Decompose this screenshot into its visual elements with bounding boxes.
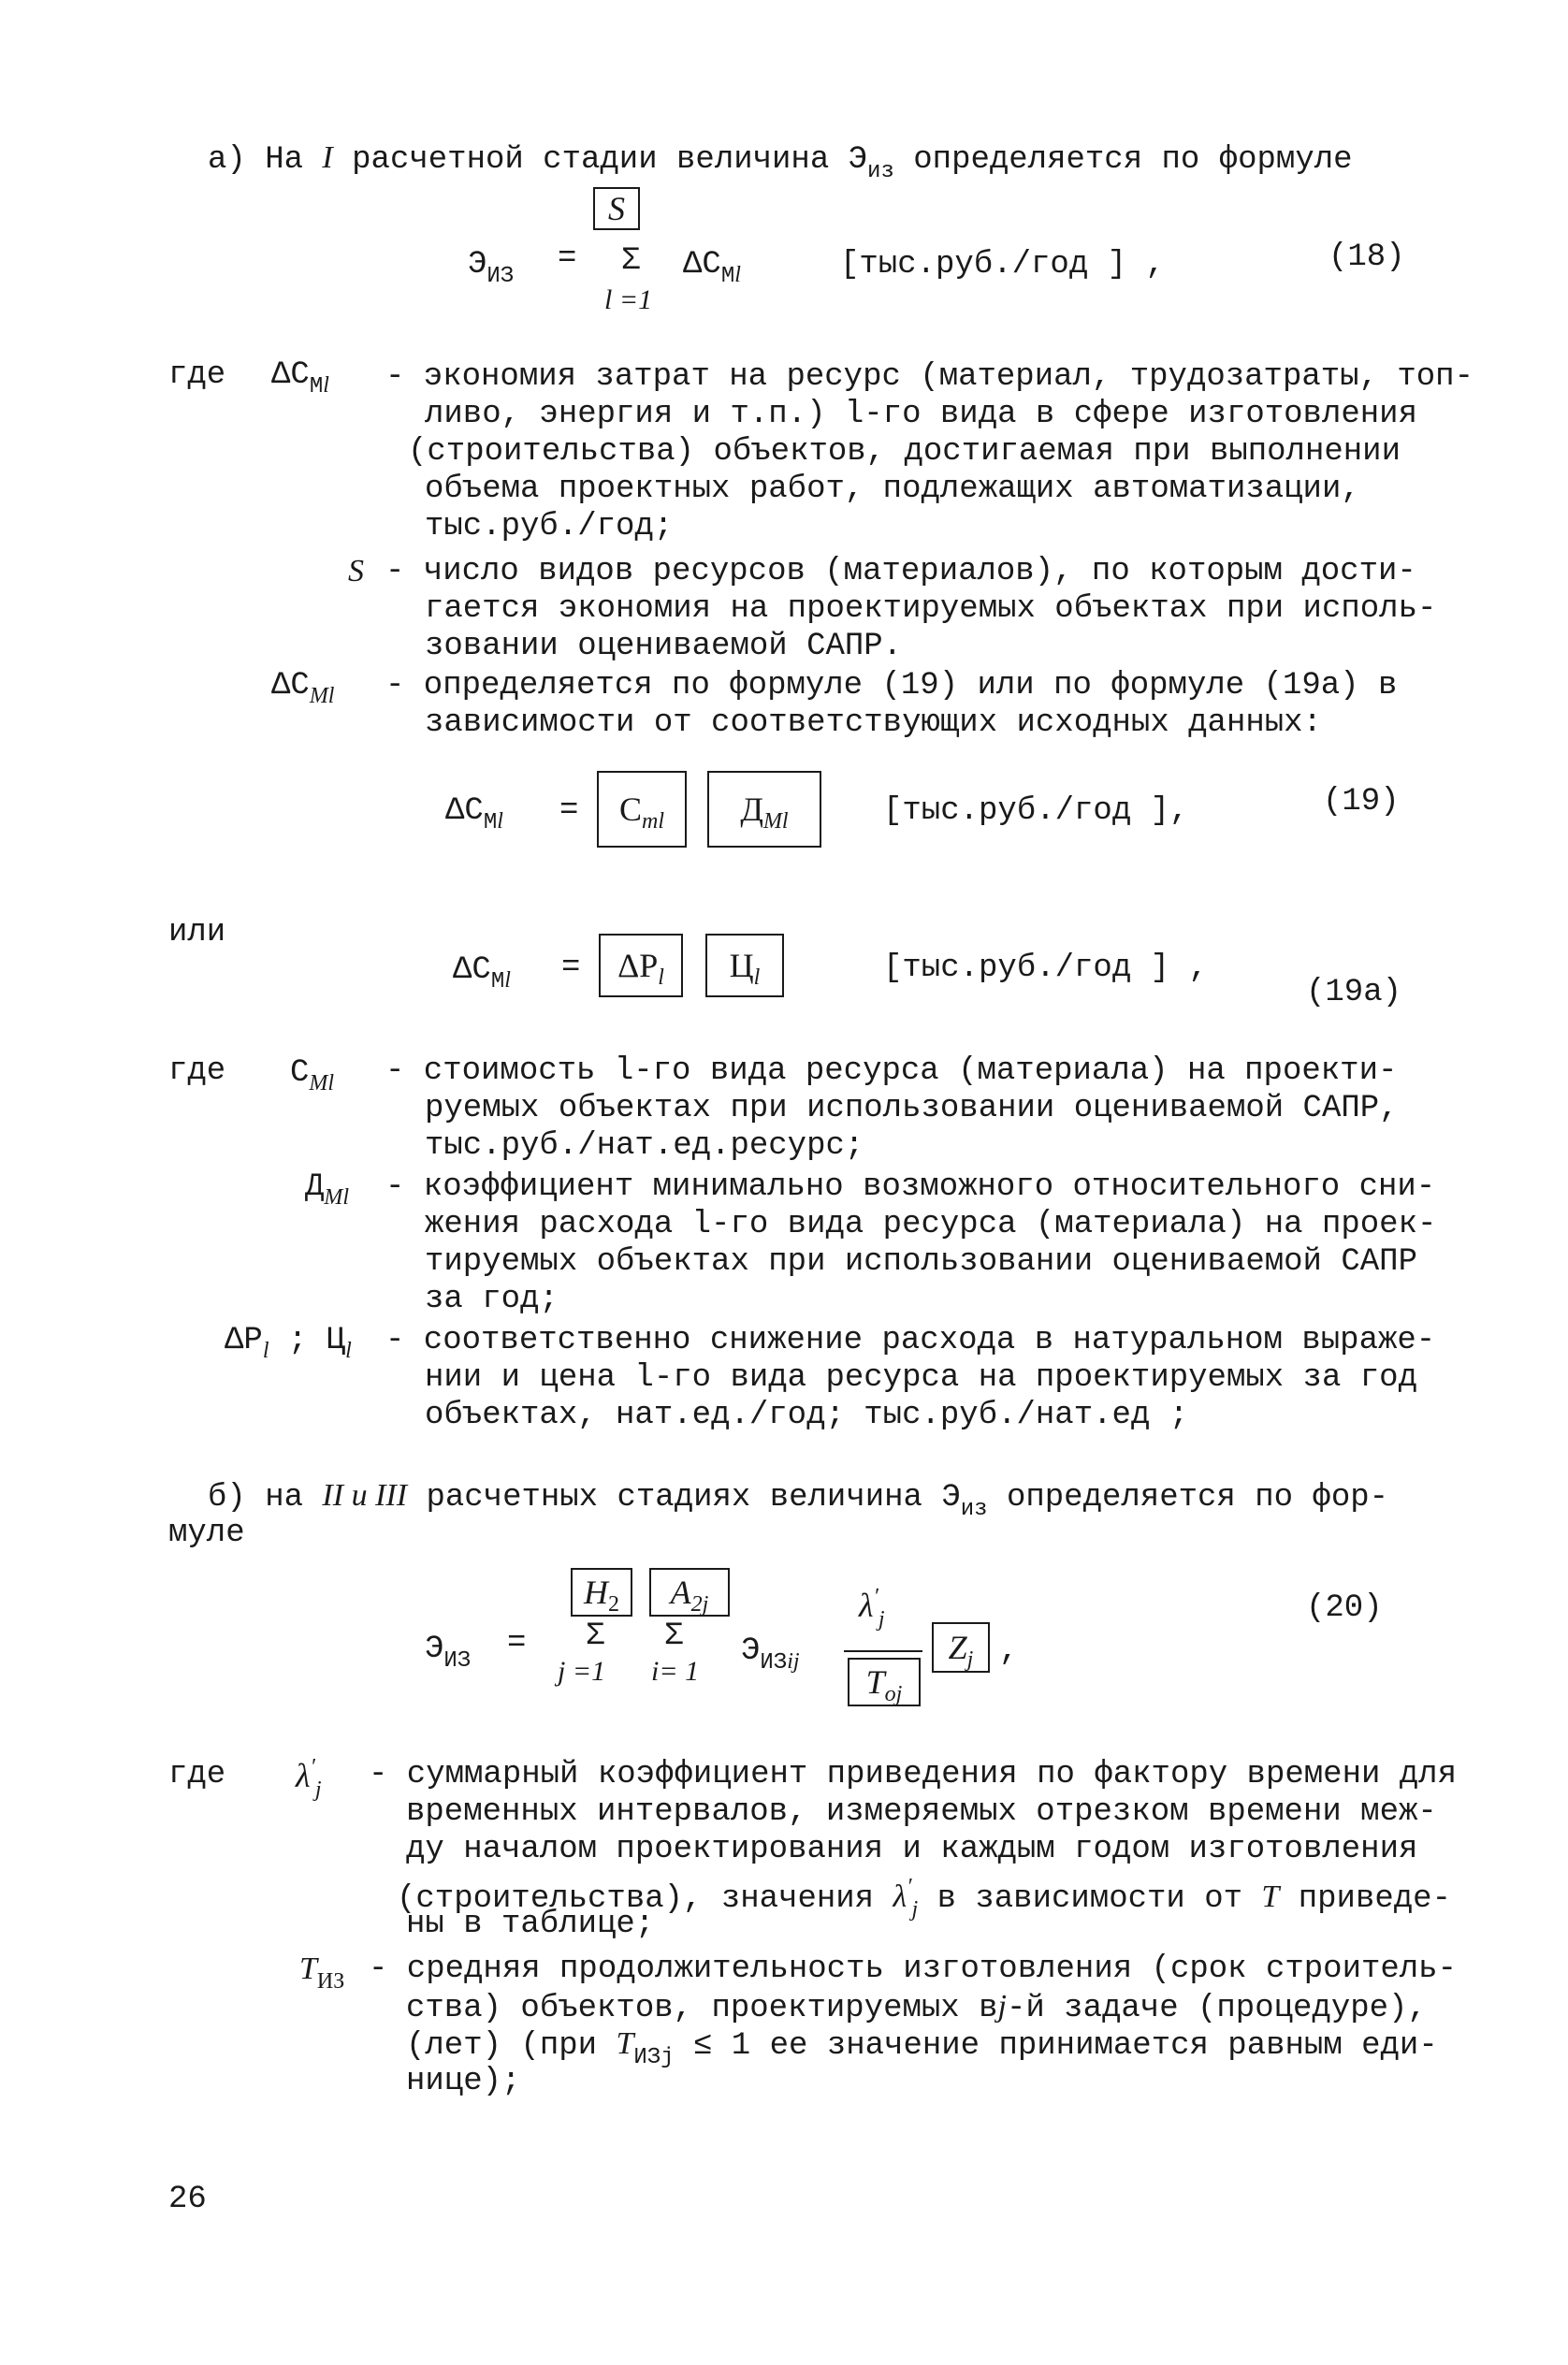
def-dcml2-line-2: зависимости от соответствующих исходных данных: [425, 705, 1322, 741]
def-p-line-3: объектах, нат.ед./год; тыс.руб./нат.ед ; [425, 1398, 1189, 1433]
def-dcml-line-3: (строительства) объектов, достигаемая при выполнении [408, 434, 1401, 470]
def-c-line-1: - стоимость l-го вида ресурса (материала) на проекти- [385, 1053, 1398, 1089]
def-c-line-2: руемых объектах при использовании оцениваемой САПР, [425, 1091, 1399, 1126]
eq20-fraction-line [844, 1650, 922, 1652]
def-lambda-line-3: ду началом проектирования и каждым годом изготовления [406, 1832, 1418, 1867]
def-c-symbol: $С_{Мl}$ [290, 1055, 335, 1095]
eq19-box-cost: $С_{ml}$ [597, 771, 687, 848]
def-dcml-line-5: тыс.руб./год; [425, 509, 674, 544]
eq18-term: $\Delta С_{Мl}$ [683, 247, 741, 289]
def-lambda-line-4: (строительства), значения $\lambda'_j$ в зависимости от Т приведе- [397, 1875, 1451, 1922]
para-b-line1: б) на II и III расчетных стадиях величина $Э_{из}$ определяется по фор- [208, 1478, 1389, 1522]
eq20-lower2: i= 1 [651, 1656, 700, 1687]
eq20-term: $Э_{ИЗij}$ [741, 1633, 800, 1676]
page-number: 26 [168, 2182, 207, 2217]
def-s-line-1: - число видов ресурсов (материалов), по которым дости- [385, 554, 1416, 589]
eq20-equals: = [507, 1626, 527, 1661]
def-s-line-3: зовании оцениваемой САПР. [425, 629, 903, 664]
eq20-upper2-box: $А_{2j}$ [649, 1568, 730, 1617]
def-dcml-line-4: объема проектных работ, подлежащих автоматизации, [425, 472, 1360, 507]
eq19-equals: = [559, 793, 579, 829]
where-label-2: где [168, 1053, 226, 1089]
def-lambda-line-1: - суммарный коэффициент приведения по фактору времени для [369, 1757, 1457, 1792]
eq19-lhs: $\Delta С_{Мl}$ [445, 793, 503, 835]
eq19a-box-delta-p: $\Delta Р_l$ [599, 934, 683, 997]
def-s-symbol: S [348, 554, 364, 588]
or-label: или [168, 915, 226, 950]
eq20-sigma2: Σ [664, 1618, 684, 1654]
def-d-line-3: тируемых объектах при использовании оцениваемой САПР [425, 1244, 1417, 1280]
def-tiz-line-2: ства) объектов, проектируемых вj-й задаче (процедуре), [406, 1989, 1427, 2026]
def-d-line-4: за год; [425, 1282, 559, 1317]
def-lambda-symbol: $\lambda'_j$ [296, 1755, 322, 1802]
eq19a-box-price: $Ц_l$ [705, 934, 784, 997]
def-dcml-line-1: - экономия затрат на ресурс (материал, трудозатраты, топ- [385, 359, 1474, 395]
eq20-lhs: $Э_{ИЗ}$ [425, 1632, 472, 1674]
eq20-lambda: $\lambda'_j$ [859, 1585, 885, 1632]
where-label: где [168, 357, 226, 393]
eq18-lower-limit: l =1 [604, 284, 653, 315]
eq18-units: [тыс.руб./год ] , [840, 247, 1165, 283]
def-s-line-2: гается экономия на проектируемых объектах при исполь- [425, 591, 1437, 627]
def-tiz-symbol: $Т_{ИЗ}$ [299, 1951, 345, 1994]
def-dcml-symbol: $\Delta С_{Мl}$ [271, 357, 329, 399]
eq18-equals: = [558, 241, 577, 277]
def-dcml-line-2: ливо, энергия и т.п.) l-го вида в сфере изготовления [425, 397, 1417, 432]
eq19a-number: (19а) [1306, 975, 1402, 1010]
eq19a-lhs: $\Delta С_{Мl}$ [453, 952, 511, 994]
eq19-number: (19) [1323, 784, 1400, 820]
eq20-lower1: j =1 [558, 1656, 606, 1687]
def-tiz-line-3: (лет) (при $Т_{ИЗj} \le 1$ ее значение принимается равным еди- [406, 2026, 1438, 2070]
eq19-units: [тыс.руб./год ], [883, 793, 1189, 829]
para-b-line2: муле [168, 1516, 245, 1551]
def-c-line-3: тыс.руб./нат.ед.ресурс; [425, 1128, 864, 1164]
eq20-denominator-box: $Т_{оj}$ [848, 1658, 921, 1706]
eq20-upper1-box: $Н_2$ [571, 1568, 632, 1617]
eq18-number: (18) [1328, 239, 1405, 275]
def-p-line-1: - соответственно снижение расхода в натуральном выраже- [385, 1323, 1436, 1358]
def-p-line-2: нии и цена l-го вида ресурса на проектируемых за год [425, 1360, 1417, 1396]
eq18-sigma: Σ [621, 243, 641, 279]
eq20-z-box: $Z_j$ [932, 1622, 990, 1673]
def-d-line-1: - коэффициент минимально возможного относительного сни- [385, 1169, 1436, 1205]
eq20-sigma1: Σ [586, 1618, 605, 1654]
def-dcml2-line-1: - определяется по формуле (19) или по формуле (19а) в [385, 668, 1398, 704]
eq20-number: (20) [1306, 1590, 1383, 1626]
where-label-3: где [168, 1757, 226, 1792]
def-d-line-2: жения расхода l-го вида ресурса (материала) на проек- [425, 1207, 1437, 1242]
eq19a-units: [тыс.руб./год ] , [883, 950, 1208, 986]
eq19-box-coef: $Д_{Мl}$ [707, 771, 821, 848]
def-dcml2-symbol: $\Delta С_{Мl}$ [271, 668, 335, 708]
eq20-tail: , [999, 1633, 1019, 1669]
stage-numbers: II и III [322, 1478, 408, 1513]
eq18-lhs: $Э_{ИЗ}$ [468, 247, 515, 289]
def-tiz-line-1: - средняя продолжительность изготовления (срок строитель- [369, 1951, 1457, 1987]
para-a-line1: а) На I расчетной стадии величина $Э_{из}$ определяется по формуле [208, 140, 1353, 184]
def-d-symbol: $Д_{Мl}$ [305, 1169, 350, 1210]
eq19a-equals: = [561, 950, 581, 986]
stage-number: I [322, 140, 333, 175]
def-p-symbol: $\Delta Р_l$ ; $Ц_l$ [225, 1323, 352, 1363]
eq18-upper-limit-box: S [593, 187, 640, 230]
def-lambda-line-5: ны в таблице; [406, 1907, 655, 1942]
def-lambda-line-2: временных интервалов, измеряемых отрезком времени меж- [406, 1794, 1437, 1830]
def-tiz-line-4: нице); [406, 2064, 521, 2099]
